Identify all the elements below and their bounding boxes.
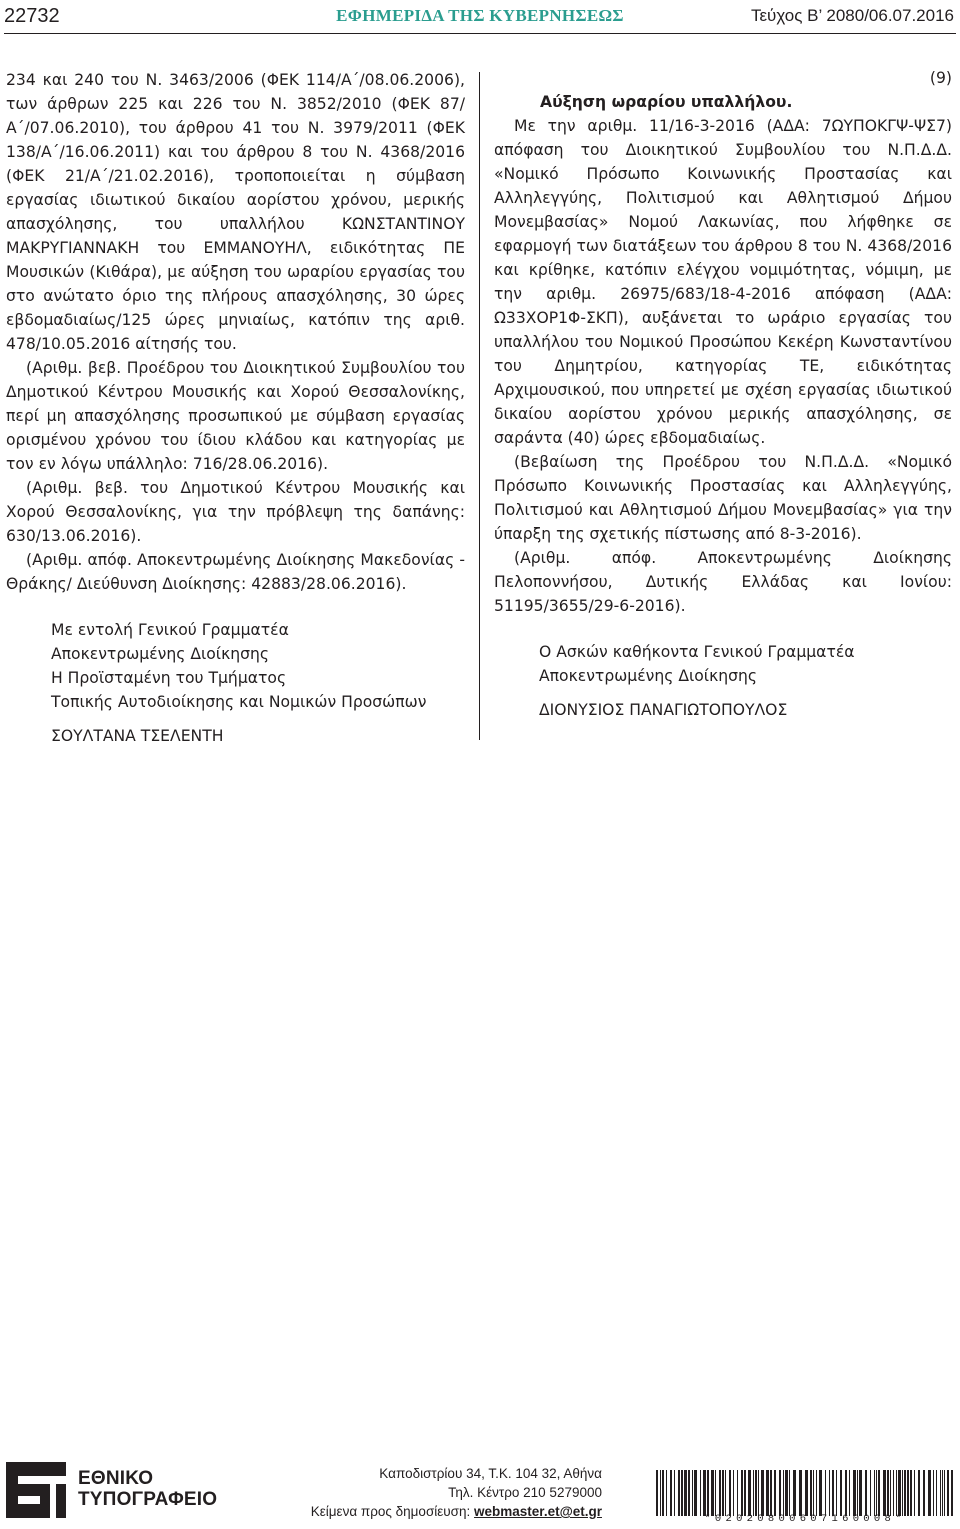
barcode-text: *02020800607160008* [704, 1513, 906, 1525]
left-paragraph-1: 234 και 240 του Ν. 3463/2006 (ΦΕΚ 114/Α΄/08.06.2006), των άρθρων 225 και 226 του Ν. 3852/2010 (ΦΕΚ 87/Α΄/07.06.2010), του άρθρου 41 του Ν. 3979/2011 (ΦΕΚ 138/Α΄/16.06.2011) και του άρθρου 8 του Ν. 4368/2016 (ΦΕΚ 21/Α΄/21.02.2016), τροποποιείται η σύμβαση εργασίας ιδιωτικού δικαίου αορίστου χρόνου, μερικής απασχόλησης, του υπαλλήλου ΚΩΝΣΤΑΝΤΙΝΟΥ ΜΑΚΡΥΓΙΑΝΝΑΚΗ του ΕΜΜΑΝΟΥΗΛ, ειδικότητας ΠΕ Μουσικών (Κιθάρα), με αύξηση του ωραρίου εργασίας του στο ανώτατο όριο της πλήρους απασχόλησης, 30 ώρες εβδομαδιαίως/125 ώρες μηνιαίως, κατόπιν της αριθ. 478/10.05.2016 αίτησής του. [6, 71, 465, 353]
phone: Τηλ. Κέντρο 210 5279000 [448, 1485, 602, 1500]
decision-title: Αύξηση ωραρίου υπαλλήλου. [540, 93, 793, 111]
right-column [494, 68, 952, 722]
right-signature-line-2: Αποκεντρωμένης Διοίκησης [539, 667, 758, 685]
left-signature-line-4: Τοπικής Αυτοδιοίκησης και Νομικών Προσώπων [51, 693, 427, 711]
left-paragraph-3: (Αριθμ. βεβ. του Δημοτικού Κέντρου Μουσικής και Χορού Θεσσαλονίκης, για την πρόβλεψη της δαπάνης: 630/13.06.2016). [6, 479, 465, 545]
address: Καποδιστρίου 34, Τ.Κ. 104 32, Αθήνα [379, 1466, 602, 1481]
right-signature-line-1: Ο Ασκών καθήκοντα Γενικού Γραμματέα [539, 643, 855, 661]
left-signature-line-3: Η Προϊσταμένη του Τμήματος [51, 669, 287, 687]
logo-text-line-2: ΤΥΠΟΓΡΑΦΕΙΟ [78, 1489, 218, 1510]
left-paragraph-2: (Αριθμ. βεβ. Προέδρου του Διοικητικού Συμβουλίου του Δημοτικού Κέντρου Μουσικής και Χορού Θεσσαλονίκης, περί μη απασχόλησης προσωπικού με σύμβαση εργασίας ορισμένου χρόνου του ίδιου κλάδου και κατηγορίας με τον εν λόγω υπάλληλο: 716/28.06.2016). [6, 359, 465, 473]
submission-label: Κείμενα προς δημοσίευση: [310, 1504, 471, 1519]
right-paragraph-1: Με την αριθμ. 11/16-3-2016 (ΑΔΑ: 7ΩΥΠΟΚΓΨ-ΨΣ7) απόφαση του Διοικητικού Συμβουλίου του Ν.Π.Δ.Δ. «Νομικό Πρόσωπο Κοινωνικής Προστασίας και Αλληλεγγύης, Πολιτισμού και Αθλητισμού Δήμου Μονεμβασίας» Νομού Λακωνίας, που λήφθηκε σε εφαρμογή των διατάξεων του άρθρου 8 του Ν. 4368/2016 και κρίθηκε, κατόπιν ελέγχου νομιμότητας, νόμιμη, με την αριθμ. 26975/683/18-4-2016 απόφαση (ΑΔΑ: Ω33ΧΟΡ1Φ-ΣΚΠ), αυξάνεται το ωράριο εργασίας του υπαλλήλου του Νομικού Προσώπου Κεκέρη Κωνσταντίνου του Δημητρίου, κατηγορίας ΤΕ, ειδικότητας Αρχιμουσικού, που υπηρετεί με σχέση εργασίας ιδιωτικού δικαίου αορίστου χρόνου μερικής απασχόλησης, σε σαράντα (40) ώρες εβδομαδιαίως. [494, 117, 952, 447]
page-footer [0, 1460, 960, 1529]
email-link[interactable]: webmaster.et@et.gr [474, 1504, 602, 1519]
right-paragraph-3: (Αριθμ. απόφ. Αποκεντρωμένης Διοίκησης Πελοποννήσου, Δυτικής Ελλάδας και Ιονίου: 51195/3655/29-6-2016). [494, 549, 952, 615]
logo-text-line-1: ΕΘΝΙΚΟ [78, 1468, 154, 1489]
submission-info [280, 1502, 602, 1521]
page-number: 22732 [4, 5, 60, 27]
national-printing-office-logo-icon [6, 1462, 66, 1518]
header-rule [4, 33, 956, 34]
column-divider [479, 72, 480, 740]
left-signature-line-2: Αποκεντρωμένης Διοίκησης [51, 645, 270, 663]
left-signatory-name: ΣΟΥΛΤΑΝΑ ΤΣΕΛΕΝΤΗ [51, 727, 224, 745]
logo-text [78, 1468, 217, 1510]
issue-number: Τεύχος Β’ 2080/06.07.2016 [750, 6, 954, 25]
barcode [656, 1466, 954, 1520]
left-signature-line-1: Με εντολή Γενικού Γραμματέα [51, 621, 289, 639]
decision-number: (9) [929, 69, 952, 87]
left-paragraph-4: (Αριθμ. απόφ. Αποκεντρωμένης Διοίκησης Μακεδονίας - Θράκης/ Διεύθυνση Διοίκησης: 42883/28.06.2016). [6, 551, 465, 593]
contact-info [280, 1464, 602, 1521]
publication-title: ΕΦΗΜΕΡΙΔΑ ΤΗΣ ΚΥΒΕΡΝΗΣΕΩΣ [336, 6, 624, 25]
page-header [0, 0, 960, 36]
right-paragraph-2: (Βεβαίωση της Προέδρου του Ν.Π.Δ.Δ. «Νομικό Πρόσωπο Κοινωνικής Προστασίας και Αλληλεγγύης, Πολιτισμού και Αθλητισμού Δήμου Μονεμβασίας» για την ύπαρξη της σχετικής πίστωσης από 8-3-2016). [494, 453, 952, 543]
left-column [6, 68, 465, 748]
right-signatory-name: ΔΙΟΝΥΣΙΟΣ ΠΑΝΑΓΙΩΤΟΠΟΥΛΟΣ [539, 701, 788, 719]
